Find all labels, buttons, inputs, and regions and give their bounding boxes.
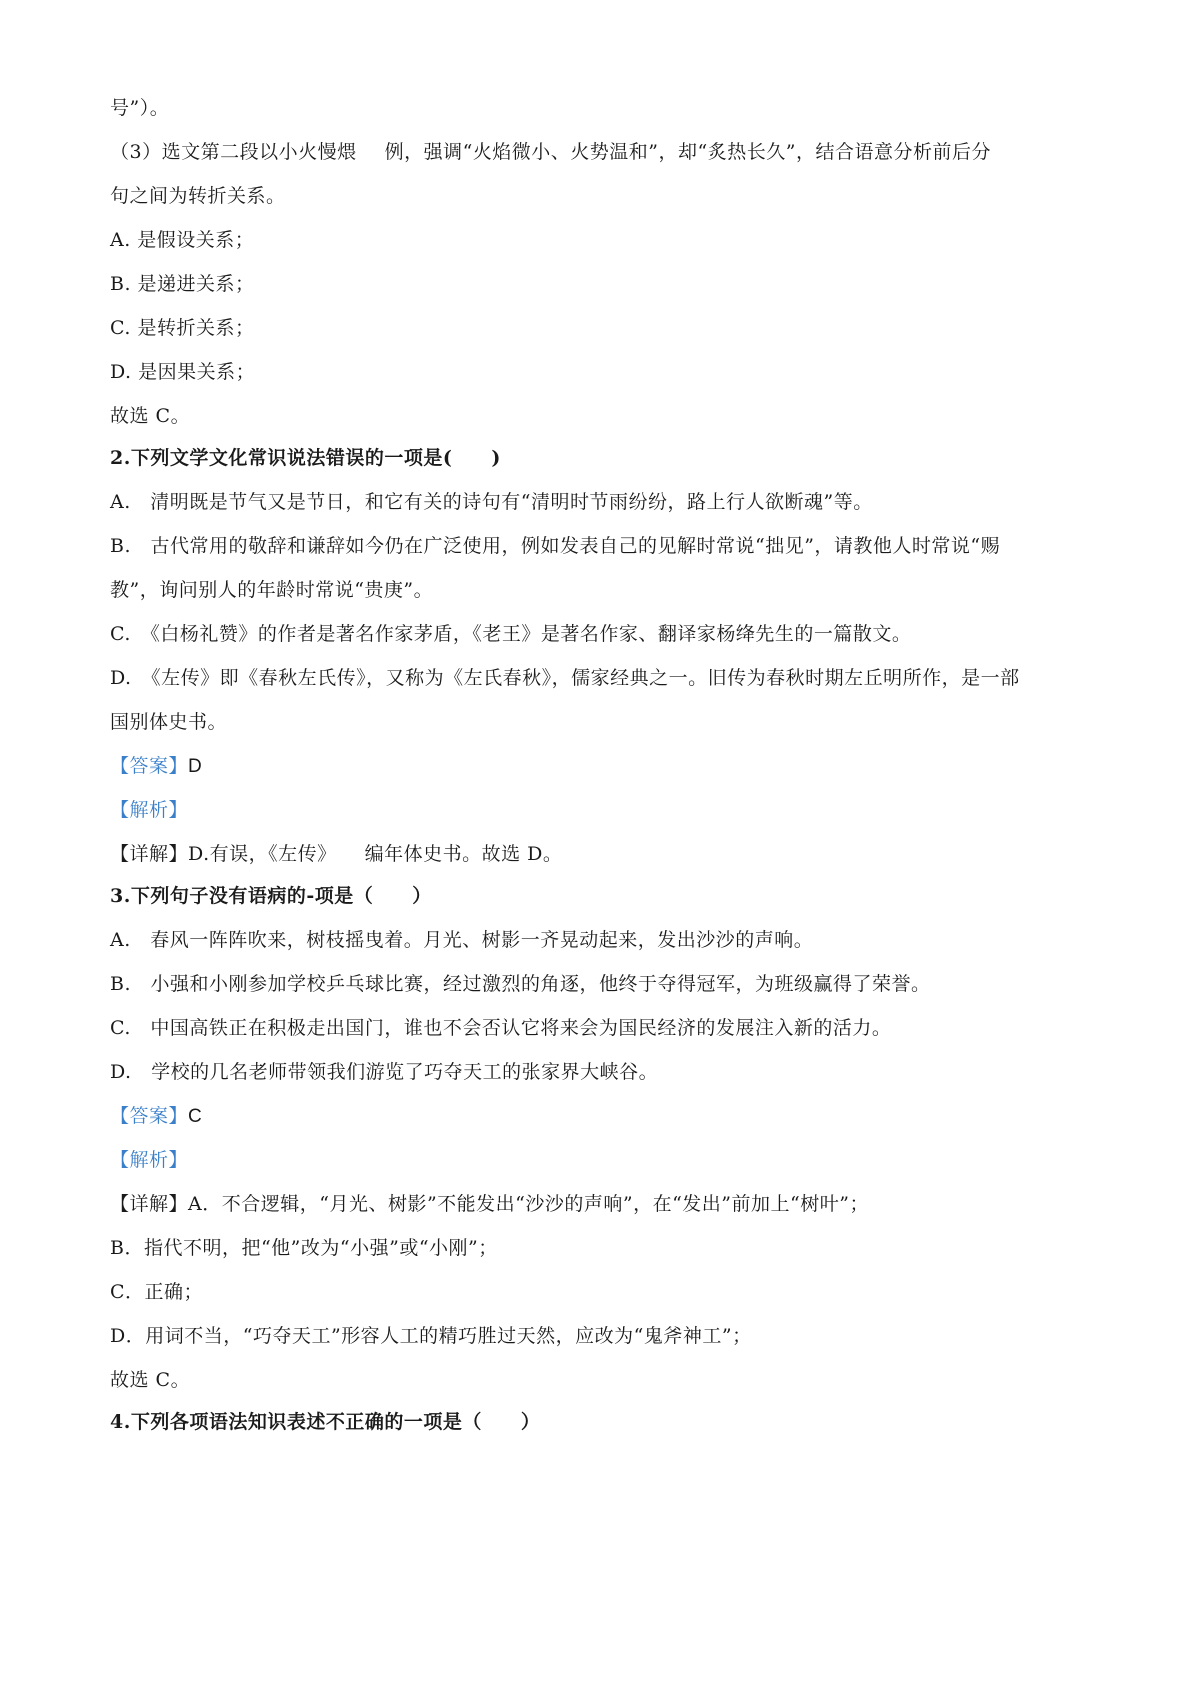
q1-part3-text-a: （3）选文第二段以小火慢煨: [110, 141, 357, 163]
q2-option-d-line2: 国别体史书。: [110, 711, 228, 733]
q3-detail-d: D．用词不当，“巧夺天工”形容人工的精巧胜过天然，应改为“鬼斧神工”；: [110, 1325, 752, 1347]
q3-option-d: D. 学校的几名老师带领我们游览了巧夺天工的张家界大峡谷。: [110, 1061, 659, 1083]
q3-conclusion: 故选 C。: [110, 1369, 191, 1391]
detail-tag: 【详解】: [110, 1193, 189, 1215]
q2-option-b-line2: 教”，询问别人的年龄时常说“贵庚”。: [110, 579, 434, 601]
q1-option-b: B. 是递进关系；: [110, 273, 255, 295]
answer-tag: 【答案】: [110, 1105, 189, 1127]
q1-part3-text-b: 例，强调“火焰微小、火势温和”，却“炙热长久”，结合语意分析前后分: [384, 141, 991, 163]
answer-value: D: [188, 756, 203, 777]
q1-option-a: A. 是假设关系；: [110, 229, 255, 251]
q1-part3-line1: [110, 138, 991, 166]
detail-text-a: D.有误，《左传》: [188, 843, 337, 865]
q3-stem: 3.下列句子没有语病的-项是（ ）: [110, 885, 432, 907]
detail-text: A．不合逻辑，“月光、树影”不能发出“沙沙的声响”，在“发出”前加上“树叶”；: [188, 1193, 869, 1215]
q2-detail: [110, 840, 562, 868]
q2-stem: 2.下列文学文化常识说法错误的一项是( ): [110, 447, 501, 469]
q3-option-a: A. 春风一阵阵吹来，树枝摇曳着。月光、树影一齐晃动起来，发出沙沙的声响。: [110, 929, 814, 951]
q3-detail-a: [110, 1190, 869, 1218]
detail-tag: 【详解】: [110, 843, 189, 865]
q2-option-b-line1: B. 古代常用的敬辞和谦辞如今仍在广泛使用，例如发表自己的见解时常说“拙见”，请教他人时常说“赐: [110, 535, 1001, 557]
q1-part3-line2: 句之间为转折关系。: [110, 185, 286, 207]
carryover-text: 号”）。: [110, 97, 170, 119]
q3-option-b: B. 小强和小刚参加学校乒乓球比赛，经过激烈的角逐，他终于夺得冠军，为班级赢得了荣誉。: [110, 973, 931, 995]
q2-analysis-tag: 【解析】: [110, 799, 189, 821]
q1-conclusion: 故选 C。: [110, 405, 191, 427]
answer-value: C: [188, 1106, 203, 1127]
q3-detail-c: C．正确；: [110, 1281, 204, 1303]
q1-option-d: D. 是因果关系；: [110, 361, 256, 383]
q3-answer: [110, 1102, 202, 1131]
detail-text-b: 编年体史书。故选 D。: [364, 843, 563, 865]
q3-detail-b: B．指代不明，把“他”改为“小强”或“小刚”；: [110, 1237, 498, 1259]
q4-stem: 4.下列各项语法知识表述不正确的一项是（ ）: [110, 1411, 541, 1433]
q2-option-c: C. 《白杨礼赞》的作者是著名作家茅盾，《老王》是著名作家、翻译家杨绛先生的一篇散文。: [110, 623, 912, 645]
q1-option-c: C. 是转折关系；: [110, 317, 255, 339]
q2-option-a: A. 清明既是节气又是节日，和它有关的诗句有“清明时节雨纷纷，路上行人欲断魂”等。: [110, 491, 873, 513]
q3-option-c: C. 中国高铁正在积极走出国门，谁也不会否认它将来会为国民经济的发展注入新的活力。: [110, 1017, 892, 1039]
q3-analysis-tag: 【解析】: [110, 1149, 189, 1171]
q2-option-d-line1: D. 《左传》即《春秋左氏传》，又称为《左氏春秋》，儒家经典之一。旧传为春秋时期左丘明所作，是一部: [110, 667, 1020, 689]
answer-tag: 【答案】: [110, 755, 189, 777]
q2-answer: [110, 752, 202, 781]
